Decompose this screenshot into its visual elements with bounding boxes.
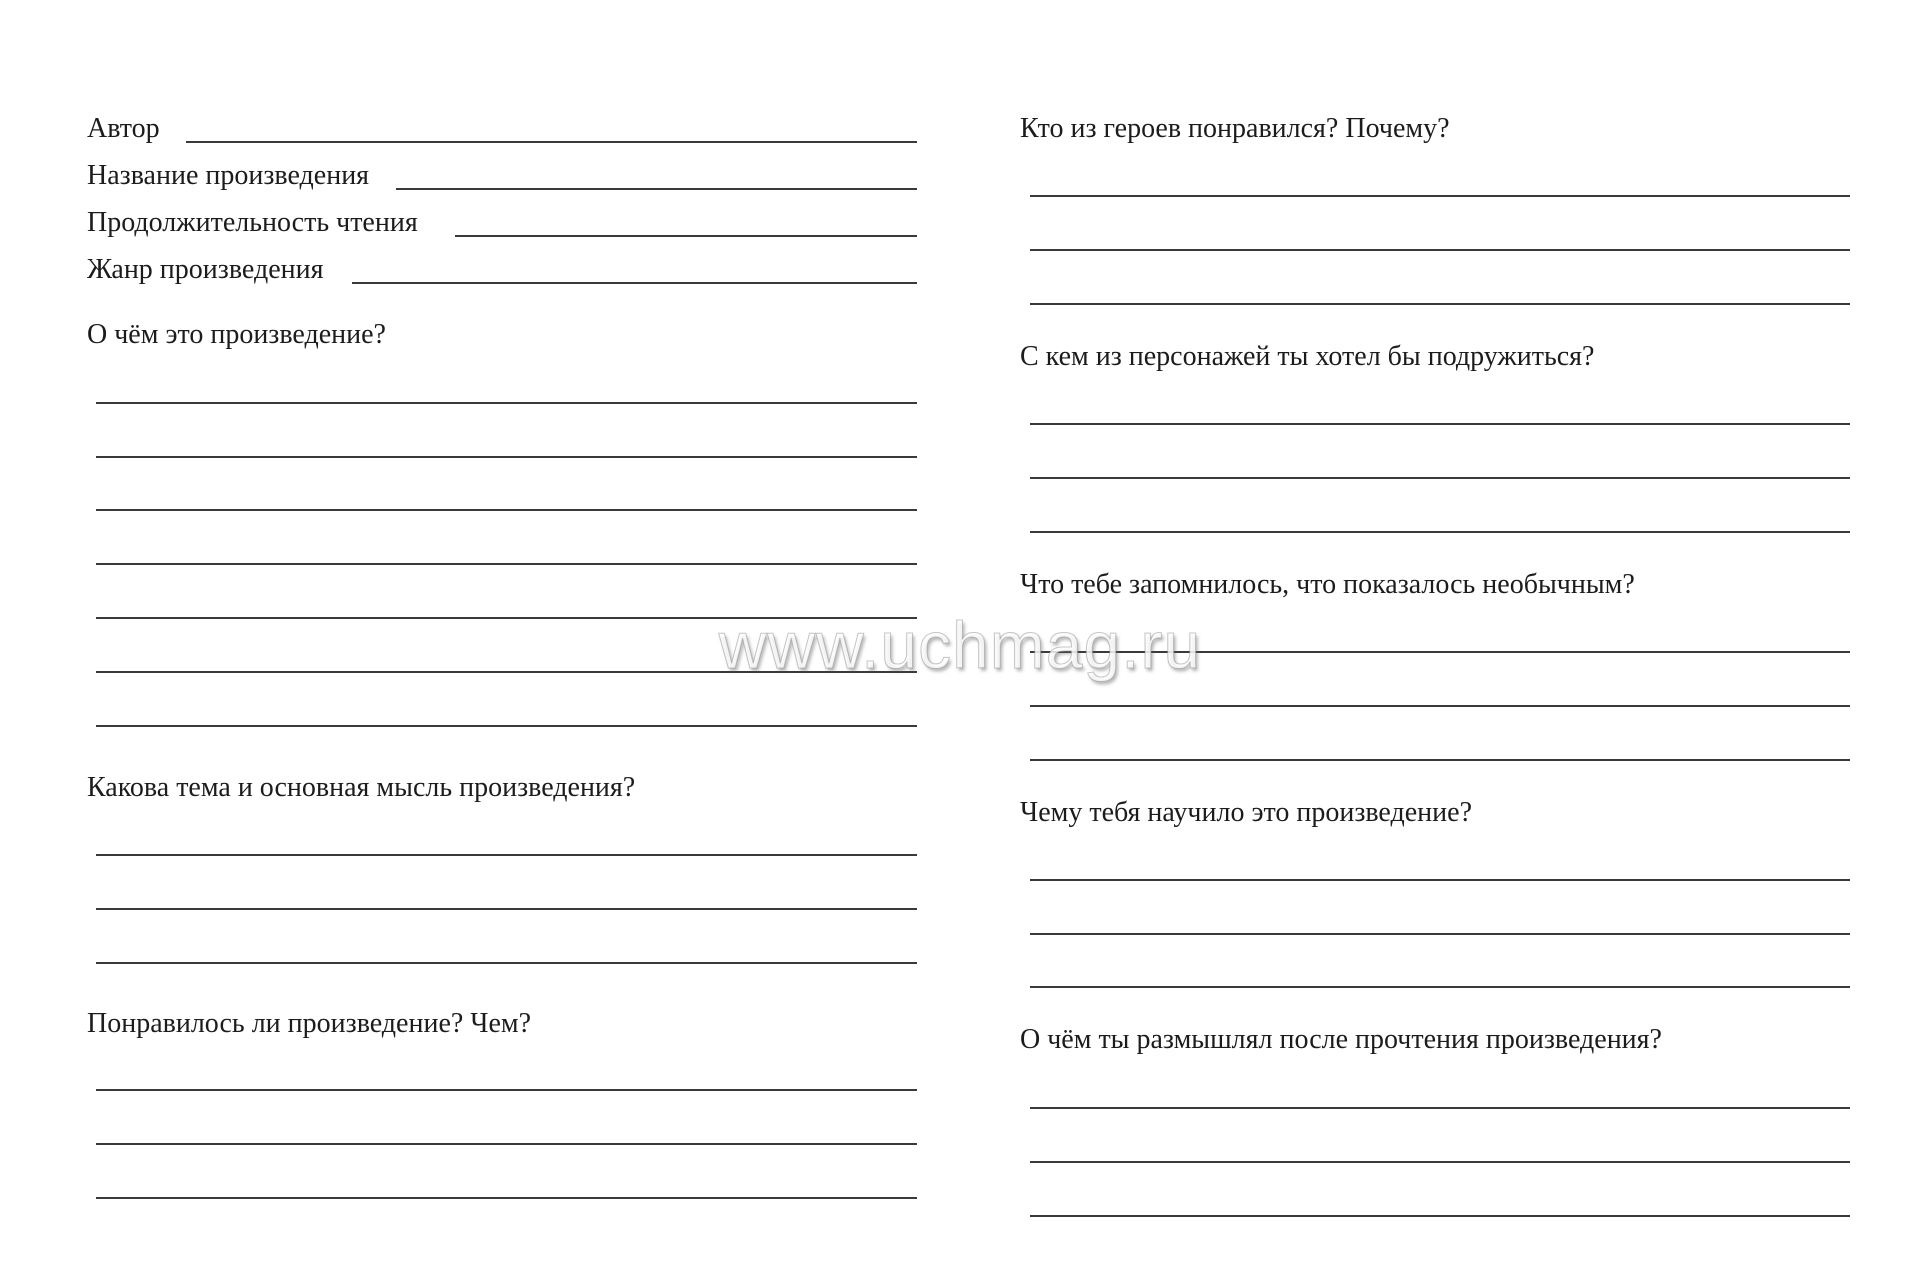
field-line-title[interactable] (396, 188, 917, 190)
answer-line[interactable] (96, 509, 917, 511)
question-left-3: Понравилось ли произведение? Чем? (87, 1008, 532, 1039)
answer-line[interactable] (96, 1089, 917, 1091)
field-line-duration[interactable] (455, 235, 917, 237)
question-right-1: Кто из героев понравился? Почему? (1020, 113, 1450, 144)
answer-line[interactable] (96, 962, 917, 964)
watermark: www.uchmag.ru (718, 608, 1202, 682)
field-label-duration: Продолжительность чтения (87, 207, 418, 238)
answer-line[interactable] (1030, 986, 1850, 988)
question-right-4: Чему тебя научило это произведение? (1020, 797, 1472, 828)
answer-line[interactable] (1030, 879, 1850, 881)
answer-line[interactable] (1030, 1161, 1850, 1163)
question-right-3: Что тебе запомнилось, что показалось необычным? (1020, 569, 1635, 600)
answer-line[interactable] (1030, 423, 1850, 425)
question-left-2: Какова тема и основная мысль произведения? (87, 772, 636, 803)
answer-line[interactable] (96, 725, 917, 727)
answer-line[interactable] (96, 671, 917, 673)
field-label-genre: Жанр произведения (87, 254, 324, 285)
answer-line[interactable] (96, 1197, 917, 1199)
question-left-1: О чём это произведение? (87, 319, 386, 350)
answer-line[interactable] (1030, 651, 1850, 653)
answer-line[interactable] (1030, 195, 1850, 197)
answer-line[interactable] (1030, 303, 1850, 305)
question-right-5: О чём ты размышлял после прочтения произведения? (1020, 1024, 1662, 1055)
field-line-genre[interactable] (352, 282, 917, 284)
question-right-2: С кем из персонажей ты хотел бы подружиться? (1020, 341, 1595, 372)
answer-line[interactable] (96, 854, 917, 856)
answer-line[interactable] (1030, 933, 1850, 935)
answer-line[interactable] (1030, 705, 1850, 707)
answer-line[interactable] (1030, 759, 1850, 761)
answer-line[interactable] (96, 563, 917, 565)
field-line-author[interactable] (186, 141, 917, 143)
answer-line[interactable] (96, 617, 917, 619)
answer-line[interactable] (96, 1143, 917, 1145)
answer-line[interactable] (1030, 531, 1850, 533)
answer-line[interactable] (1030, 249, 1850, 251)
field-label-title: Название произведения (87, 160, 370, 191)
answer-line[interactable] (96, 402, 917, 404)
answer-line[interactable] (96, 908, 917, 910)
field-label-author: Автор (87, 113, 160, 144)
answer-line[interactable] (1030, 1107, 1850, 1109)
answer-line[interactable] (1030, 477, 1850, 479)
answer-line[interactable] (96, 456, 917, 458)
answer-line[interactable] (1030, 1215, 1850, 1217)
